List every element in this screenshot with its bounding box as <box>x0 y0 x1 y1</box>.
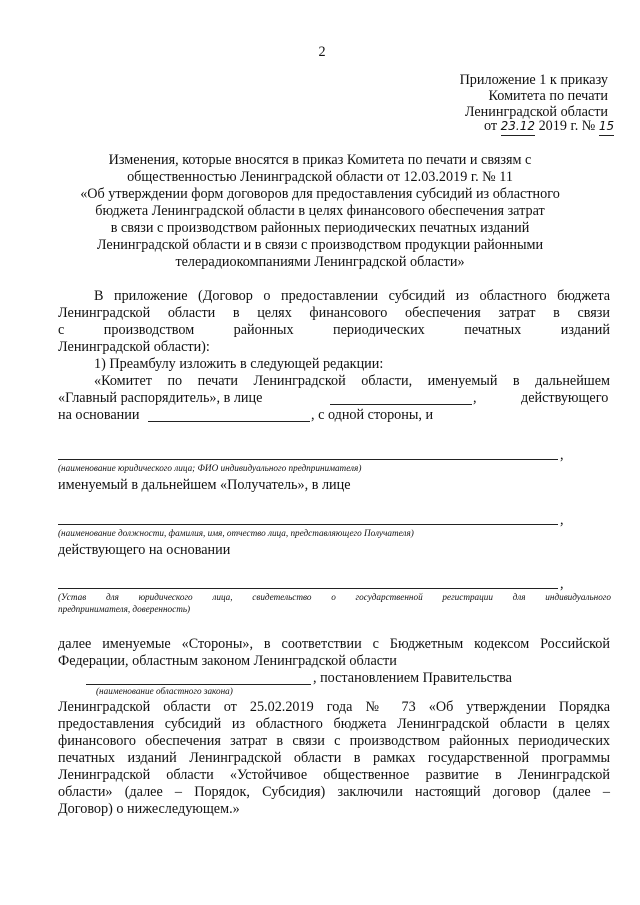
intro-line: с производством районных периодических печатных изданий <box>58 322 610 338</box>
title-line: Ленинградской области и в связи с производством продукции районными <box>96 237 544 253</box>
quote-line-1: «Комитет по печати Ленинградской области, именуемый в дальнейшем <box>94 373 610 389</box>
caption-recipient-name: (наименование юридического лица; ФИО индивидуального предпринимателя) <box>58 463 362 473</box>
final-line: финансового обеспечения затрат в связи с производством районных периодических <box>58 733 610 749</box>
title-line: бюджета Ленинградской области в целях финансового обеспечения затрат <box>95 203 545 219</box>
intro-line: В приложение (Договор о предоставлении субсидий из областного бюджета <box>94 288 610 304</box>
title-line: в связи с производством районных периодических печатных изданий <box>110 220 530 236</box>
final-line: предоставления субсидий из областного бюджета Ленинградской области в целях <box>58 716 610 732</box>
caption-authority-1: (Устав для юридического лица, свидетельство о государственной регистрации для индивидуального <box>58 592 611 602</box>
acting-line: действующего на основании <box>58 542 231 558</box>
caption-representative: (наименование должности, фамилия, имя, отчество лица, представляющего Получателя) <box>58 528 414 538</box>
representative-blank <box>330 404 472 405</box>
final-line: области» (далее – Порядок, Субсидия) заключили настоящий договор (далее – <box>58 784 610 800</box>
appendix-line-3: Ленинградской области <box>464 104 608 120</box>
recipient-name-blank <box>58 459 558 460</box>
appendix-line-1: Приложение 1 к приказу <box>459 72 608 88</box>
date-day-month: 23.12 <box>501 118 535 136</box>
date-suffix: 2019 г. № <box>538 118 596 134</box>
parties-line-2: Федерации, областным законом Ленинградской области <box>58 653 397 669</box>
caption-regional-law: (наименование областного закона) <box>96 686 233 696</box>
final-line: Ленинградской области от 25.02.2019 года № 73 «Об утверждении Порядка <box>58 699 610 715</box>
parties-line-3: , постановлением Правительства <box>313 670 512 686</box>
appendix-line-2: Комитета по печати <box>488 88 608 104</box>
regional-law-blank <box>86 684 311 685</box>
quote-line-3a: на основании <box>58 407 140 423</box>
authority-document-blank <box>58 588 558 589</box>
quote-line-2b: действующего <box>521 390 609 406</box>
title-line: «Об утверждении форм договоров для предоставления субсидий из областного <box>80 186 560 202</box>
title-line: Изменения, которые вносятся в приказ Комитета по печати и связям с <box>108 152 532 168</box>
date-prefix: от <box>484 118 498 134</box>
parties-line-1: далее именуемые «Стороны», в соответствии с Бюджетным кодексом Российской <box>58 636 610 652</box>
comma: , <box>473 390 477 406</box>
item-1: 1) Преамбулу изложить в следующей редакции: <box>94 356 384 372</box>
intro-line: Ленинградской области в целях финансового обеспечения затрат в связи <box>58 305 610 321</box>
representative-details-blank <box>58 524 558 525</box>
title-line: телерадиокомпаниями Ленинградской области» <box>175 254 465 270</box>
quote-line-2a: «Главный распорядитель», в лице <box>58 390 263 406</box>
order-number: 15 <box>599 118 614 136</box>
final-line: Ленинградской области «Устойчивое общественное развитие в Ленинградской <box>58 767 610 783</box>
recipient-line: именуемый в дальнейшем «Получатель», в лице <box>58 477 351 493</box>
appendix-date-line <box>484 118 615 136</box>
comma: , <box>560 512 564 528</box>
comma: , <box>560 447 564 463</box>
basis-blank <box>148 421 310 422</box>
intro-line: Ленинградской области): <box>58 339 210 355</box>
title-line: общественностью Ленинградской области от 12.03.2019 г. № 11 <box>127 169 513 185</box>
quote-line-3b: , с одной стороны, и <box>311 407 434 423</box>
page-number: 2 <box>318 44 326 60</box>
final-line: печатных изданий Ленинградской области в рамках государственной программы <box>58 750 610 766</box>
final-line: Договор) о нижеследующем.» <box>58 801 240 817</box>
caption-authority-2: предпринимателя, доверенность) <box>58 604 191 614</box>
comma: , <box>560 576 564 592</box>
